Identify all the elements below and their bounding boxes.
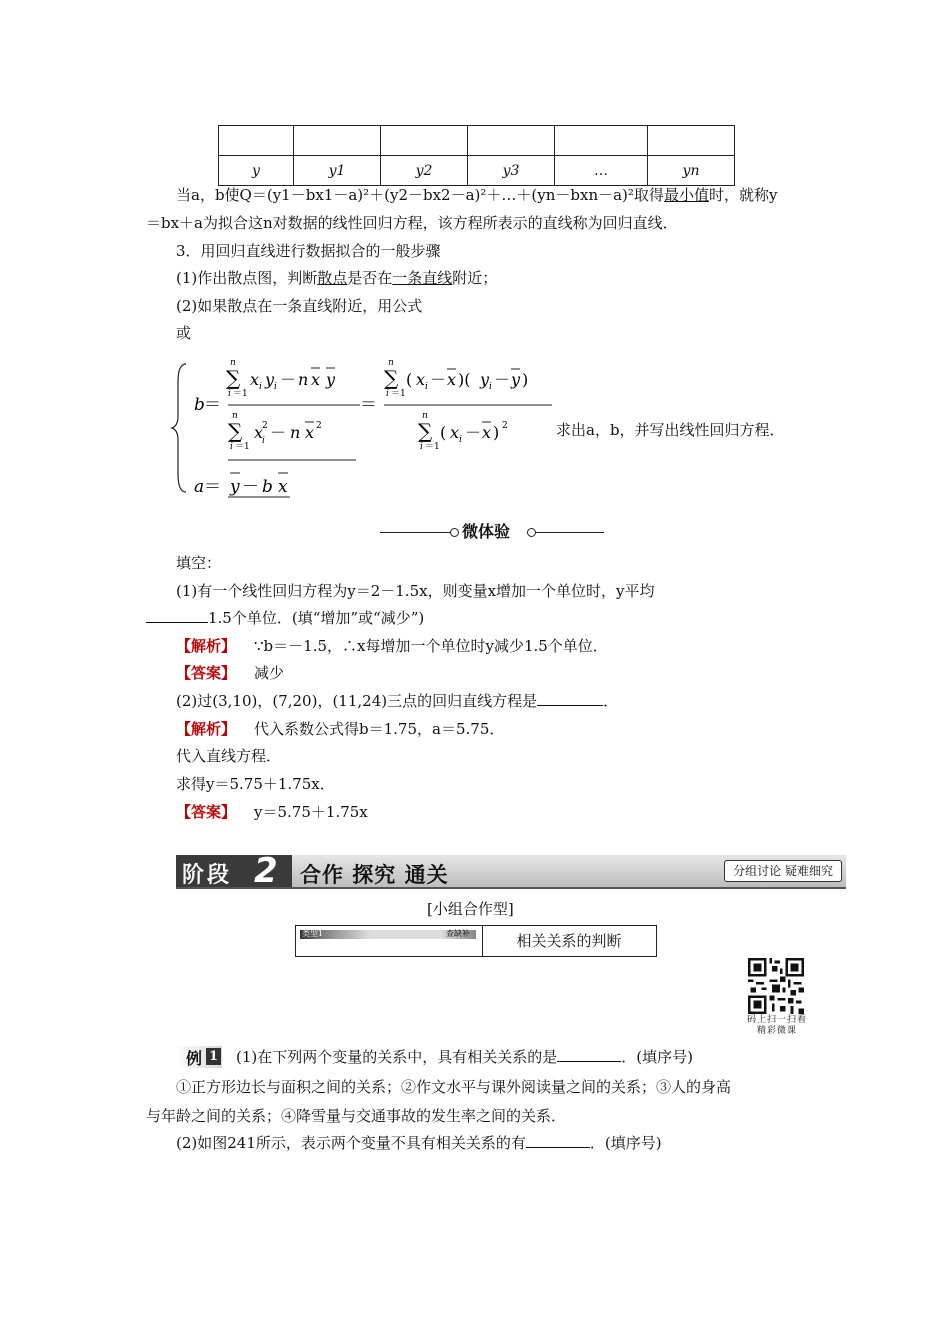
section-heading: 3．用回归直线进行数据拟合的一般步骤 (176, 242, 441, 260)
example-question-1 (236, 1047, 693, 1067)
table-cell: y2 (381, 156, 468, 186)
svg-text:n: n (388, 358, 394, 368)
stage-label: 阶段 (182, 863, 233, 888)
divider-dot-icon (450, 528, 459, 537)
svg-text:x: x (278, 477, 288, 497)
type-banner (296, 926, 483, 956)
table-cell: y3 (468, 156, 555, 186)
svg-text:－: － (242, 477, 259, 497)
question-1-cont (146, 608, 424, 628)
svg-text:i: i (230, 442, 233, 452)
formula-tail-text: 求出a，b，并写出线性回归方程． (556, 421, 785, 439)
svg-text:n: n (232, 411, 238, 421)
svg-text:a: a (194, 477, 205, 497)
type-title: 相关关系的判断 (516, 932, 622, 950)
analysis-tag: 【解析】 (176, 637, 237, 655)
svg-text:－: － (465, 423, 482, 442)
answer-blank[interactable] (526, 1133, 590, 1148)
svg-text:x: x (450, 423, 460, 442)
stage-badge: 分组讨论 疑难细究 (724, 860, 842, 882)
analysis-text: 代入直线方程． (176, 747, 282, 765)
example-text: 例 (186, 1049, 203, 1068)
svg-text:x: x (482, 423, 492, 442)
svg-text:n: n (298, 370, 309, 389)
svg-text:i: i (386, 389, 389, 399)
or-text: 或 (176, 324, 192, 342)
svg-text:－: － (270, 423, 287, 442)
table-cell: … (555, 156, 648, 186)
svg-text:2: 2 (262, 421, 268, 431)
step-text: 附近； (452, 269, 498, 287)
step-1 (176, 268, 497, 288)
analysis-2 (176, 719, 504, 739)
paragraph-text: 时，就称y (708, 186, 778, 204)
svg-text:＝1: ＝1 (391, 389, 406, 399)
svg-text:i: i (274, 382, 277, 392)
answer-tag: 【答案】 (176, 803, 237, 821)
svg-text:)(: )( (458, 370, 471, 389)
svg-text:x: x (254, 423, 264, 442)
svg-text:y: y (480, 370, 490, 389)
stage-banner (176, 851, 846, 891)
svg-text:i: i (420, 442, 423, 452)
svg-text:b: b (262, 477, 273, 497)
svg-text:i: i (459, 435, 462, 445)
analysis-1 (176, 636, 608, 656)
table-row (219, 156, 735, 186)
svg-text:i: i (259, 382, 262, 392)
divider-line (536, 532, 604, 533)
svg-text:y: y (511, 370, 521, 389)
svg-text:＝1: ＝1 (235, 442, 250, 452)
svg-text:∑: ∑ (228, 419, 243, 443)
answer-2 (176, 802, 368, 822)
svg-text:y: y (265, 370, 275, 389)
table-cell (648, 126, 735, 156)
question-tail: ．(填序号) (589, 1134, 662, 1152)
svg-text:＝: ＝ (360, 395, 377, 415)
svg-text:2: 2 (316, 421, 322, 431)
table-cell (294, 126, 381, 156)
svg-text:－: － (494, 370, 511, 389)
svg-text:n: n (422, 411, 428, 421)
paragraph-text: 当a，b使Q＝(y1－bx1－a)²＋(y2－bx2－a)²＋…＋(yn－bxn－a)²取得 (176, 186, 664, 204)
svg-text:∑: ∑ (226, 366, 241, 390)
paragraph-text: ＝bx＋a为拟合这n对数据的线性回归方程，该方程所表示的直线称为回归直线． (146, 214, 678, 232)
svg-text:y: y (326, 370, 336, 389)
table-cell: y1 (294, 156, 381, 186)
divider-line (380, 532, 450, 533)
question-text: (2)如图241所示，表示两个变量不具有相关关系的有 (176, 1134, 526, 1152)
step-text: 是否在 (347, 269, 393, 287)
underlined-term: 最小值 (663, 186, 709, 204)
group-type-label: [小组合作型] (427, 900, 514, 918)
mini-section-title: 微体验 (462, 522, 511, 541)
answer-text: y＝5.75＋1.75x (254, 803, 368, 821)
svg-text:x: x (305, 423, 315, 442)
svg-text:): ) (493, 423, 500, 442)
svg-text:(: ( (406, 370, 413, 389)
svg-text:): ) (522, 370, 529, 389)
divider-dot-icon (527, 528, 536, 537)
stage-title: 合作 探究 通关 (300, 863, 449, 887)
svg-text:b: b (194, 395, 205, 415)
table-cell (219, 126, 294, 156)
type-right-label: 查缺补 (446, 929, 470, 938)
svg-text:－: － (430, 370, 447, 389)
svg-text:x: x (416, 370, 426, 389)
underlined-term: 一条直线 (392, 269, 453, 287)
svg-text:i: i (262, 436, 265, 446)
svg-text:n: n (290, 423, 301, 442)
svg-text:∑: ∑ (384, 366, 399, 390)
svg-text:2: 2 (502, 421, 508, 431)
table-cell: yn (648, 156, 735, 186)
question-text: (2)过(3,10)，(7,20)，(11,24)三点的回归直线方程是 (176, 692, 538, 710)
svg-text:i: i (489, 382, 492, 392)
example-options: ①正方形边长与面积之间的关系；②作文水平与课外阅读量之间的关系；③人的身高 (176, 1078, 732, 1096)
example-question-2 (176, 1133, 662, 1153)
svg-text:∑: ∑ (418, 419, 433, 443)
fill-label: 填空： (176, 554, 222, 572)
question-2: (2)过(3,10)，(7,20)，(11,24)三点的回归直线方程是 ． (176, 692, 619, 710)
svg-text:x: x (447, 370, 457, 389)
table-cell (468, 126, 555, 156)
analysis-tag: 【解析】 (176, 720, 237, 738)
answer-blank[interactable] (557, 1047, 621, 1062)
step-text: (1)作出散点图，判断 (176, 269, 318, 287)
example-number: 1 (206, 1048, 221, 1065)
answer-tag: 【答案】 (176, 664, 237, 682)
qr-caption: 码上扫一扫看精彩微课 (746, 1015, 807, 1036)
qr-code-icon[interactable] (748, 958, 804, 1014)
question-text: 1.5个单位．(填“增加”或“减少”) (208, 609, 425, 627)
question-text: (1)在下列两个变量的关系中，具有相关关系的是 (236, 1048, 558, 1066)
answer-blank[interactable] (537, 691, 603, 706)
underlined-term: 散点 (317, 269, 348, 287)
svg-text:＝: ＝ (204, 477, 221, 497)
analysis-text: 代入系数公式得b＝1.75，a＝5.75． (254, 720, 505, 738)
analysis-text: ∵b＝－1.5，∴x每增加一个单位时y减少1.5个单位． (254, 637, 608, 655)
regression-formula (170, 352, 570, 502)
svg-text:n: n (230, 358, 236, 368)
svg-text:(: ( (440, 423, 447, 442)
stage-number: 2 (254, 851, 278, 891)
example-label (176, 1046, 222, 1068)
question-tail: ．(填序号) (621, 1048, 693, 1066)
table-cell (381, 126, 468, 156)
table-cell: y (219, 156, 294, 186)
svg-text:y: y (230, 477, 240, 497)
svg-text:x: x (311, 370, 321, 389)
data-table (218, 125, 735, 186)
svg-text:＝: ＝ (204, 395, 221, 415)
question-1: (1)有一个线性回归方程为y＝2－1.5x，则变量x增加一个单位时，y平均 (176, 582, 655, 600)
example-options-cont: 与年龄之间的关系；④降雪量与交通事故的发生率之间的关系． (146, 1107, 567, 1125)
table-cell (555, 126, 648, 156)
svg-text:＝1: ＝1 (425, 442, 440, 452)
svg-text:x: x (250, 370, 260, 389)
svg-text:i: i (228, 389, 231, 399)
answer-blank[interactable] (146, 608, 208, 623)
svg-text:i: i (425, 382, 428, 392)
type-box (295, 925, 657, 957)
table-row (219, 126, 735, 156)
svg-text:－: － (280, 370, 297, 389)
stage-label-block (176, 851, 292, 891)
analysis-text: 求得y＝5.75＋1.75x． (176, 775, 335, 793)
answer-text: 减少 (254, 664, 285, 682)
least-squares-paragraph (176, 185, 777, 205)
type-left-label: 类型1 (302, 929, 324, 938)
answer-1 (176, 663, 284, 683)
svg-text:＝1: ＝1 (233, 389, 248, 399)
step-2: (2)如果散点在一条直线附近，用公式 (176, 297, 423, 315)
